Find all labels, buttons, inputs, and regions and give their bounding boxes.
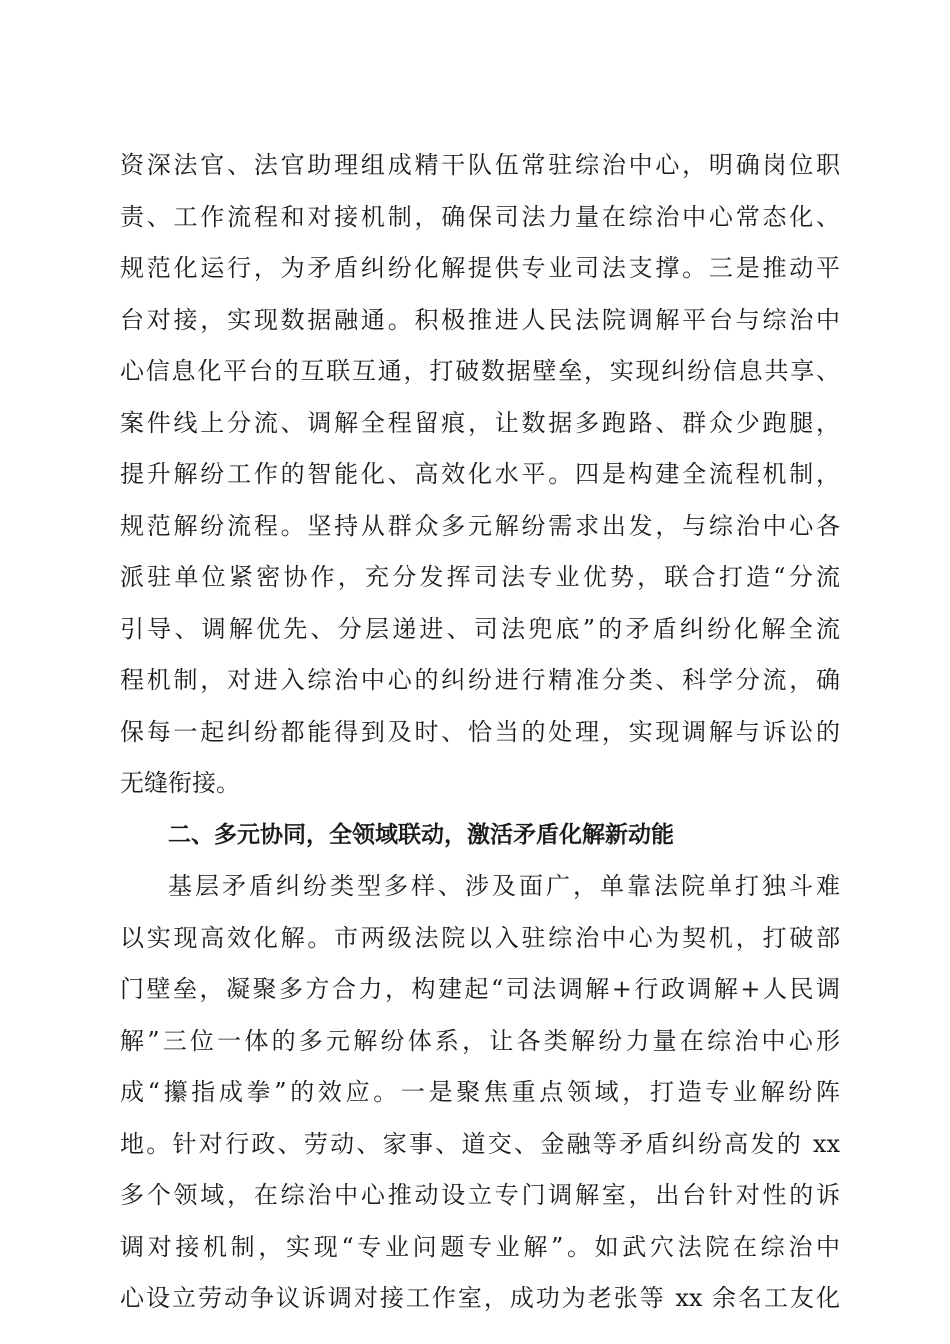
paragraph-line: 地。针对行政、劳动、家事、道交、金融等矛盾纠纷高发的 xx: [120, 1129, 840, 1158]
paragraph-line: 调对接机制，实现“专业问题专业解”。如武穴法院在综治中: [120, 1232, 840, 1261]
paragraph-line: 成“攥指成拳”的效应。一是聚焦重点领域，打造专业解纷阵: [120, 1078, 840, 1106]
paragraph-line: 心信息化平台的互联互通，打破数据壁垒，实现纠纷信息共享、: [120, 357, 840, 385]
paragraph-line: 门壁垒，凝聚多方合力，构建起“司法调解+行政调解+人民调: [120, 975, 840, 1003]
paragraph-line: 案件线上分流、调解全程留痕，让数据多跑路、群众少跑腿，: [120, 408, 840, 437]
paragraph-line: 心设立劳动争议诉调对接工作室，成功为老张等 xx 余名工友化: [120, 1284, 840, 1312]
paragraph-line: 保每一起纠纷都能得到及时、恰当的处理，实现调解与诉讼的: [120, 717, 840, 746]
paragraph-line: 基层矛盾纠纷类型多样、涉及面广，单靠法院单打独斗难: [168, 872, 840, 900]
paragraph-line: 规范解纷流程。坚持从群众多元解纷需求出发，与综治中心各: [120, 511, 840, 540]
paragraph-line: 程机制，对进入综治中心的纠纷进行精准分类、科学分流，确: [120, 666, 840, 694]
paragraph-line: 提升解纷工作的智能化、高效化水平。四是构建全流程机制，: [120, 460, 840, 488]
paragraph-line: 台对接，实现数据融通。积极推进人民法院调解平台与综治中: [120, 305, 840, 334]
paragraph-line: 资深法官、法官助理组成精干队伍常驻综治中心，明确岗位职: [120, 151, 840, 179]
section-heading: 二、多元协同，全领域联动，激活矛盾化解新动能: [168, 821, 674, 848]
paragraph-line: 以实现高效化解。市两级法院以入驻综治中心为契机，打破部: [120, 923, 840, 952]
paragraph-line: 无缝衔接。: [120, 769, 240, 797]
paragraph-line: 规范化运行，为矛盾纠纷化解提供专业司法支撑。三是推动平: [120, 254, 840, 282]
paragraph-line: 引导、调解优先、分层递进、司法兜底”的矛盾纠纷化解全流: [120, 614, 840, 643]
body-text: [120, 140, 840, 1325]
paragraph-line: 责、工作流程和对接机制，确保司法力量在综治中心常态化、: [120, 202, 840, 231]
paragraph-line: 派驻单位紧密协作，充分发挥司法专业优势，联合打造“分流: [120, 563, 840, 591]
paragraph-line: 多个领域，在综治中心推动设立专门调解室，出台针对性的诉: [120, 1181, 840, 1209]
paragraph-line: 解”三位一体的多元解纷体系，让各类解纷力量在综治中心形: [120, 1026, 840, 1055]
